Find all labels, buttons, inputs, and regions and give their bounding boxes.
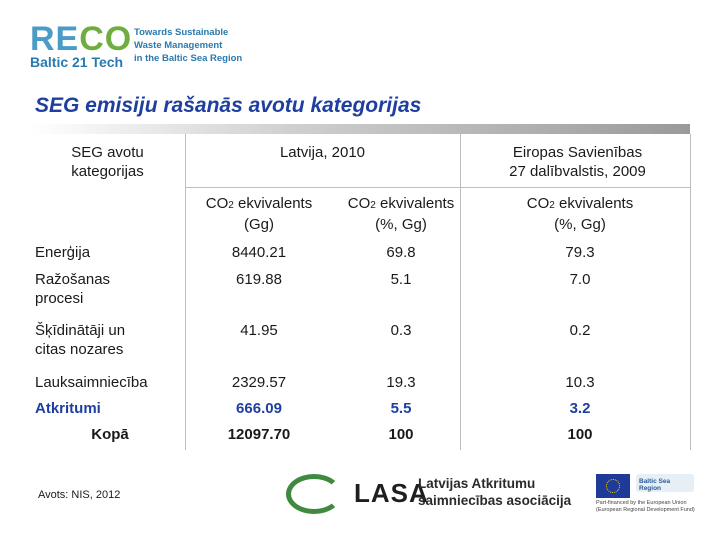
eu-stars-icon — [606, 479, 620, 493]
cell-pct: 69.8 — [386, 244, 416, 261]
table-vline-3 — [690, 134, 691, 450]
cell-eu: 0.2 — [569, 322, 591, 339]
cell-gg: 619.88 — [236, 271, 282, 288]
cell-gg: 12097.70 — [227, 426, 291, 443]
reco-logo: RECO — [30, 20, 133, 58]
cell-gg: 2329.57 — [231, 374, 287, 391]
cell-eu: 79.3 — [565, 244, 595, 261]
row-label: Enerģija — [35, 244, 91, 261]
header-eu: Eiropas Savienības 27 dalībvalstis, 2009 — [509, 144, 646, 180]
row-label: Ražošanas procesi — [35, 271, 111, 307]
source-note: Avots: NIS, 2012 — [38, 489, 121, 501]
cell-gg: 41.95 — [240, 322, 278, 339]
header-category: SEG avotu kategorijas — [71, 144, 144, 180]
cell-pct: 100 — [388, 426, 414, 443]
table-hline-header — [185, 187, 690, 188]
cell-eu: 3.2 — [569, 400, 591, 417]
cell-gg: 8440.21 — [231, 244, 287, 261]
cell-pct: 5.1 — [390, 271, 412, 288]
logo-subtitle: Baltic 21 Tech — [30, 54, 124, 70]
cell-pct: 0.3 — [390, 322, 412, 339]
subheader-lv-pct: CO2 ekvivalents (%, Gg) — [347, 195, 455, 233]
cell-gg: 666.09 — [236, 400, 282, 417]
lasa-ring-icon — [286, 474, 342, 514]
lasa-name: Latvijas Atkritumu saimniecības asociācija — [418, 476, 572, 508]
title-divider — [30, 124, 690, 134]
subheader-eu-pct: CO2 ekvivalents (%, Gg) — [526, 195, 634, 233]
cell-pct: 5.5 — [390, 400, 412, 417]
subheader-lv-gg: CO2 ekvivalents (Gg) — [205, 195, 313, 233]
lasa-logo: LASA — [354, 478, 429, 508]
row-label: Lauksaimniecība — [35, 374, 148, 391]
table-vline-1 — [185, 134, 186, 450]
row-label: Kopā — [91, 426, 129, 443]
row-label: Atkritumi — [35, 400, 101, 417]
slide-title: SEG emisiju rašanās avotu kategorijas — [35, 94, 422, 117]
eu-funding-note: Part-financed by the European Union (European Regional Development Fund) — [596, 500, 695, 513]
cell-pct: 19.3 — [386, 374, 416, 391]
project-tagline: Towards Sustainable Waste Management in the Baltic Sea Region — [134, 27, 243, 64]
baltic-sea-region-logo: Baltic Sea Region — [636, 474, 694, 492]
cell-eu: 7.0 — [569, 271, 591, 288]
header-latvia: Latvija, 2010 — [279, 144, 366, 161]
cell-eu: 10.3 — [565, 374, 595, 391]
row-label: Šķīdinātāji un citas nozares — [35, 322, 126, 358]
cell-eu: 100 — [567, 426, 593, 443]
